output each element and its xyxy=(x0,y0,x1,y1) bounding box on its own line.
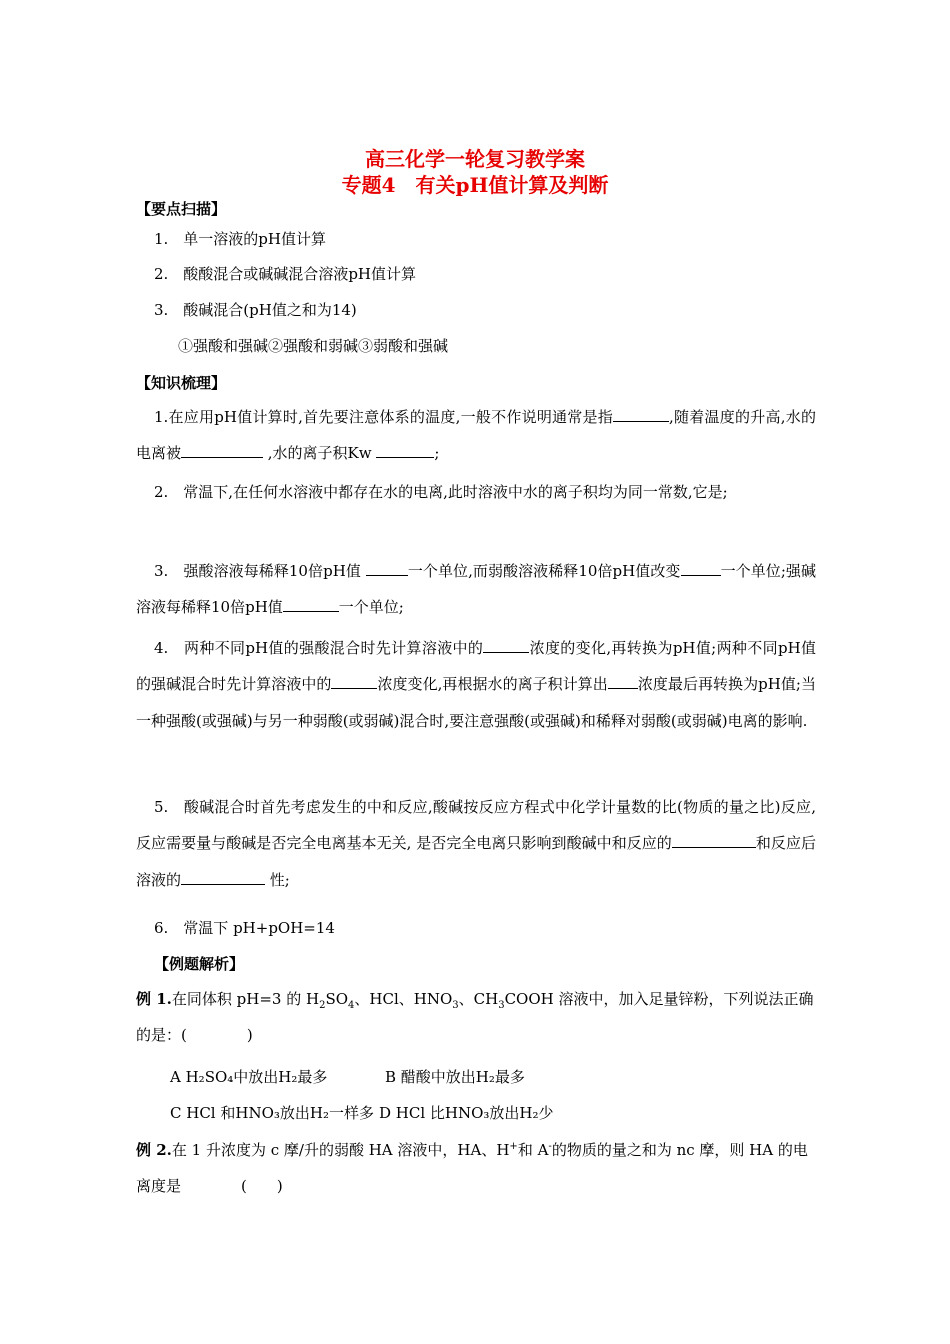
example-1-option-a[interactable]: A H₂SO₄中放出H₂最多 xyxy=(170,1068,328,1086)
document-title: 高三化学一轮复习教学案 xyxy=(365,147,585,171)
knowledge-5-text-c: 性; xyxy=(265,870,290,889)
fill-blank[interactable] xyxy=(181,441,263,458)
fill-blank[interactable] xyxy=(681,559,721,576)
example-2: 例 2.在 1 升浓度为 c 摩/升的弱酸 HA 溶液中，HA、H+和 A-的物质的量之和为 nc 摩，则 HA 的电离度是 ( ) xyxy=(136,1141,808,1196)
document-subtitle: 专题4 有关pH值计算及判断 xyxy=(341,173,609,197)
knowledge-4-text-b: 浓度的变化,再转换为pH值;两种不同pH值的强碱混合时先计算溶液中的 xyxy=(136,639,816,694)
knowledge-1-text-b: ,随着温度的升高,水的电离被 xyxy=(136,408,816,463)
knowledge-4-text-a: 4. 两种不同pH值的强酸混合时先计算溶液中的 xyxy=(154,639,484,657)
knowledge-1-text-c: ,水的离子积Kw xyxy=(263,444,377,463)
example-2-text: 的物质的量之和为 nc 摩，则 HA 的电离度是 ( ) xyxy=(136,1141,808,1196)
knowledge-5-text-b: 和反应后溶液的 xyxy=(136,834,816,889)
knowledge-3-text-a: 3. 强酸溶液每稀释10倍pH值 xyxy=(154,562,366,580)
section-heading-examples: 【例题解析】 xyxy=(154,955,245,973)
knowledge-paragraph-3 xyxy=(136,553,816,626)
example-2-text: 在 1 升浓度为 c 摩/升的弱酸 HA 溶液中，HA、H xyxy=(171,1141,510,1159)
key-point-3-sub: ①强酸和强碱②强酸和弱碱③弱酸和强碱 xyxy=(178,337,449,355)
knowledge-1-text-d: ; xyxy=(434,444,440,463)
fill-blank[interactable] xyxy=(331,672,377,689)
knowledge-1-text-a: 1.在应用pH值计算时,首先要注意体系的温度,一般不作说明通常是指 xyxy=(154,408,614,426)
section-heading-key-points: 【要点扫描】 xyxy=(136,200,227,218)
example-1-text: 、CH xyxy=(458,990,499,1008)
example-1-option-b[interactable]: B 醋酸中放出H₂最多 xyxy=(385,1068,525,1086)
example-1-label: 例 1. xyxy=(136,990,172,1008)
example-1-text: 在同体积 pH=3 的 H xyxy=(171,990,320,1008)
knowledge-4-text-d: 浓度最后再转换为pH值;当一种强酸(或强碱)与另一种弱酸(或弱碱)混合时,要注意强酸(或强碱)和稀释对弱酸(或弱碱)电离的影响. xyxy=(136,675,816,730)
knowledge-4-text-c: 浓度变化,再根据水的离子积计算出 xyxy=(377,675,608,694)
fill-blank[interactable] xyxy=(608,672,638,689)
key-point-1: 1. 单一溶液的pH值计算 xyxy=(154,230,326,248)
knowledge-paragraph-2: 2. 常温下,在任何水溶液中都存在水的电离,此时溶液中水的离子积均为同一常数,它是; xyxy=(154,483,728,501)
knowledge-5-text-a: 5. 酸碱混合时首先考虑发生的中和反应,酸碱按反应方程式中化学计量数的比(物质的量之比)反应,反应需要量与酸碱是否完全电离基本无关, 是否完全电离只影响到酸碱中和反应的 xyxy=(136,798,816,853)
example-1-text: COOH 溶液中，加入足量锌粉，下列说法正确的是：( ) xyxy=(136,990,814,1045)
knowledge-3-text-b: 一个单位,而弱酸溶液稀释10倍pH值改变 xyxy=(407,562,681,580)
key-point-2: 2. 酸酸混合或碱碱混合溶液pH值计算 xyxy=(154,265,416,283)
knowledge-paragraph-6: 6. 常温下 pH+pOH=14 xyxy=(154,919,335,937)
fill-blank[interactable] xyxy=(376,441,434,458)
knowledge-3-text-d: 一个单位; xyxy=(338,598,404,617)
example-1-option-c[interactable]: C HCl 和HNO₃放出H₂一样多 xyxy=(170,1104,374,1122)
example-1-option-d[interactable]: D HCl 比HNO₃放出H₂少 xyxy=(379,1104,554,1122)
fill-blank[interactable] xyxy=(483,636,529,653)
example-1-text: SO xyxy=(325,990,349,1008)
fill-blank[interactable] xyxy=(283,595,339,612)
example-1: 例 1.在同体积 pH=3 的 $H_2SO_4$、HCl、$HNO_3$、$CH_3COOH$ 溶液中，加入足量锌粉，下列说法正确的是：( ) xyxy=(136,990,814,1045)
fill-blank[interactable] xyxy=(672,831,756,848)
example-2-label: 例 2. xyxy=(136,1141,172,1159)
knowledge-paragraph-5 xyxy=(136,789,816,898)
knowledge-paragraph-1 xyxy=(136,399,816,472)
section-heading-knowledge: 【知识梳理】 xyxy=(136,374,227,392)
knowledge-3-text-c: 一个单位;强碱溶液每稀释10倍pH值 xyxy=(136,562,816,617)
example-2-text: 和 A xyxy=(517,1141,549,1159)
example-1-text: 、HCl、HNO xyxy=(354,990,453,1008)
key-point-3: 3. 酸碱混合(pH值之和为14) xyxy=(154,301,357,319)
fill-blank[interactable] xyxy=(181,868,265,885)
fill-blank[interactable] xyxy=(366,559,408,576)
fill-blank[interactable] xyxy=(613,405,669,422)
knowledge-paragraph-4 xyxy=(136,630,816,739)
